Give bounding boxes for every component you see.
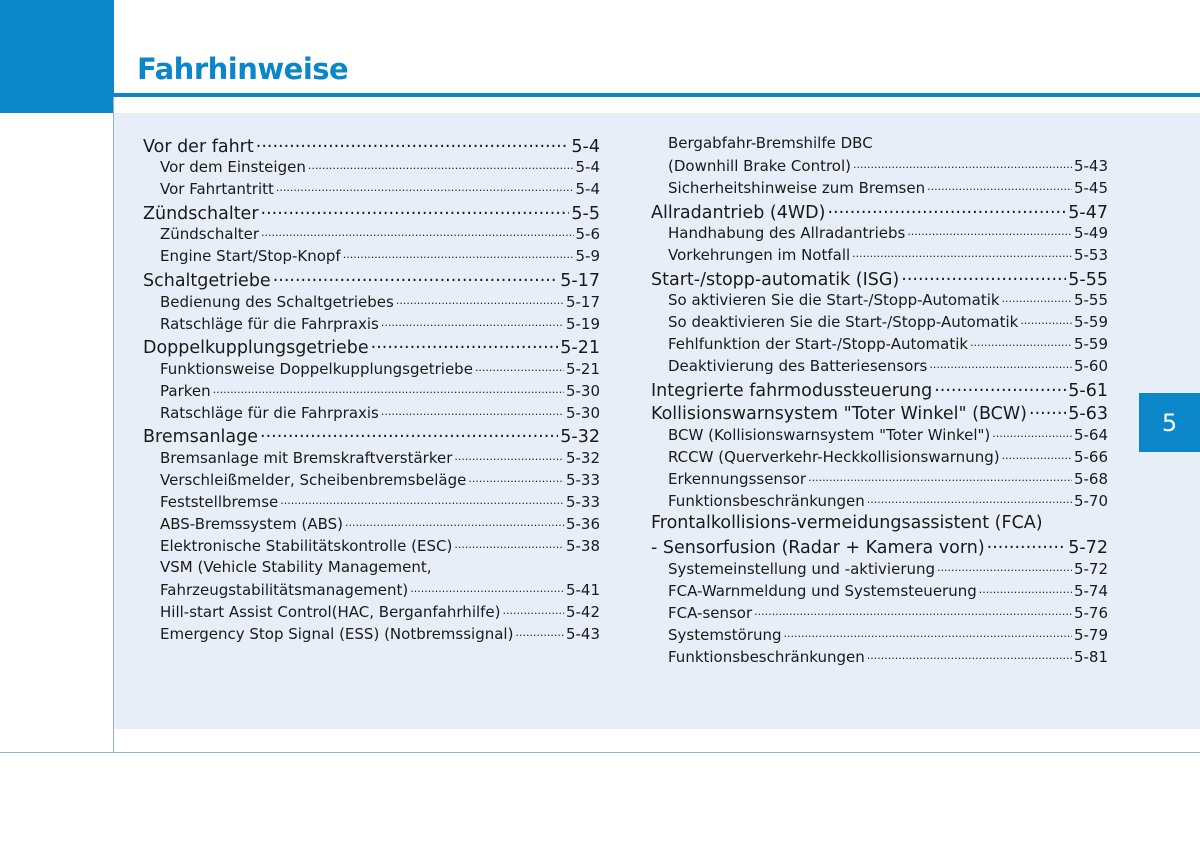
toc-page-number: 5-61 (1068, 380, 1108, 401)
toc-page-number: 5-47 (1068, 202, 1108, 223)
toc-subsection-entry[interactable] (143, 224, 600, 246)
toc-section-entry[interactable] (651, 402, 1108, 425)
toc-left-column (143, 134, 600, 646)
toc-entry-title: Kollisionswarnsystem "Toter Winkel" (BCW) (651, 404, 1027, 425)
toc-page-number: 5-33 (565, 492, 600, 511)
toc-section-entry[interactable] (651, 513, 1108, 536)
toc-page-number: 5-72 (1068, 538, 1108, 559)
toc-entry-title: BCW (Kollisionswarnsystem "Toter Winkel") (668, 425, 991, 444)
toc-page-number: 5-59 (1073, 335, 1108, 354)
toc-subsection-entry[interactable] (651, 290, 1108, 312)
dot-leader (371, 336, 559, 354)
toc-subsection-entry[interactable] (651, 312, 1108, 334)
dot-leader (276, 179, 574, 194)
toc-page-number: 5-36 (565, 514, 600, 533)
dot-leader (934, 378, 1066, 396)
toc-section-entry[interactable] (143, 268, 600, 291)
dot-leader (808, 469, 1072, 484)
toc-section-entry[interactable] (651, 267, 1108, 290)
dot-leader (754, 603, 1072, 618)
toc-page-number: 5-38 (565, 536, 600, 555)
dot-leader (979, 581, 1072, 596)
toc-page-number: 5-4 (571, 136, 600, 157)
toc-entry-title: Vorkehrungen im Notfall (668, 246, 851, 265)
toc-entry-title: Hill-start Assist Control(HAC, Berganfahrhilfe) (160, 602, 501, 621)
toc-page-number: 5-76 (1073, 604, 1108, 623)
toc-page-number: 5-68 (1073, 469, 1108, 488)
toc-entry-title: Vor dem Einsteigen (160, 158, 306, 177)
toc-subsection-entry[interactable] (651, 425, 1108, 447)
dot-leader (1002, 447, 1072, 462)
toc-page-number: 5-55 (1068, 269, 1108, 290)
dot-leader (987, 536, 1067, 554)
dot-leader (381, 403, 564, 418)
toc-entry-title: Bremsanlage (143, 427, 259, 448)
toc-page-number: 5-43 (565, 624, 600, 643)
dot-leader (261, 224, 573, 239)
dot-leader (1029, 402, 1066, 420)
toc-subsection-entry[interactable] (651, 334, 1108, 356)
dot-leader (396, 292, 564, 307)
toc-page-number: 5-17 (565, 292, 600, 311)
dot-leader (867, 491, 1072, 506)
toc-entry-title: Funktionsweise Doppelkupplungsgetriebe (160, 359, 473, 378)
dot-leader (1020, 312, 1072, 327)
toc-subsection-entry[interactable] (143, 514, 600, 536)
toc-entry-title: Verschleißmelder, Scheibenbremsbeläge (160, 470, 467, 489)
dot-leader (852, 245, 1072, 260)
toc-entry-title: Fehlfunktion der Start-/Stopp-Automatik (668, 335, 969, 354)
toc-section-entry[interactable] (143, 201, 600, 224)
toc-entry-title: Zündschalter (160, 225, 260, 244)
dot-leader (853, 156, 1072, 171)
toc-entry-title: Parken (160, 381, 211, 400)
toc-entry-title: Vor Fahrtantritt (160, 180, 274, 199)
toc-page-number: 5-60 (1073, 357, 1108, 376)
dot-leader (901, 267, 1066, 285)
toc-subsection-entry[interactable] (651, 447, 1108, 469)
toc-entry-title: FCA-sensor (668, 604, 753, 623)
dot-leader (503, 602, 564, 617)
toc-entry-title: RCCW (Querverkehr-Heckkollisionswarnung) (668, 447, 1000, 466)
toc-entry-title: Start-/stopp-automatik (ISG) (651, 269, 900, 290)
dot-leader (345, 514, 564, 529)
toc-page-number: 5-33 (565, 470, 600, 489)
toc-entry-title: Bedienung des Schaltgetriebes (160, 292, 394, 311)
toc-entry-title: Erkennungssensor (668, 469, 807, 488)
toc-page-number: 5-19 (565, 314, 600, 333)
toc-subsection-entry[interactable] (143, 157, 600, 179)
dot-leader (273, 268, 559, 286)
toc-subsection-entry[interactable] (143, 359, 600, 381)
toc-entry-title: Funktionsbeschränkungen (668, 648, 865, 667)
dot-leader (1002, 290, 1072, 305)
toc-page-number: 5-30 (565, 403, 600, 422)
toc-page-number: 5-5 (571, 203, 600, 224)
margin-line (113, 97, 114, 753)
toc-entry-title: Systemstörung (668, 626, 782, 645)
toc-subsection-entry[interactable] (143, 448, 600, 470)
toc-subsection-entry[interactable] (651, 156, 1108, 178)
toc-page-number: 5-59 (1073, 313, 1108, 332)
toc-subsection-entry[interactable] (143, 602, 600, 624)
toc-entry-title: ABS-Bremssystem (ABS) (160, 514, 343, 533)
toc-entry-title: Zündschalter (143, 203, 259, 224)
toc-section-entry[interactable] (651, 536, 1108, 559)
toc-section-entry[interactable] (143, 336, 600, 359)
toc-page-number: 5-55 (1073, 291, 1108, 310)
toc-entry-title: Ratschläge für die Fahrpraxis (160, 314, 379, 333)
toc-entry-title: Emergency Stop Signal (ESS) (Notbremssignal) (160, 624, 514, 643)
toc-page-number: 5-72 (1073, 560, 1108, 579)
dot-leader (970, 334, 1072, 349)
toc-entry-title: Sicherheitshinweise zum Bremsen (668, 179, 926, 197)
toc-entry-title: Allradantrieb (4WD) (651, 202, 826, 223)
toc-subsection-entry[interactable] (143, 314, 600, 336)
dot-leader (927, 178, 1072, 193)
toc-subsection-entry[interactable] (143, 558, 600, 580)
toc-page-number: 5-30 (565, 381, 600, 400)
toc-subsection-entry[interactable] (651, 625, 1108, 647)
dot-leader (261, 201, 570, 219)
toc-entry-title: Engine Start/Stop-Knopf (160, 247, 341, 266)
toc-entry-title: Fahrzeugstabilitätsmanagement) (160, 580, 409, 599)
toc-subsection-entry[interactable] (651, 356, 1108, 378)
toc-page-number: 5-32 (560, 427, 600, 448)
toc-subsection-entry[interactable] (651, 491, 1108, 513)
dot-leader (515, 624, 564, 639)
dot-leader (784, 625, 1072, 640)
dot-leader (468, 470, 564, 485)
dot-leader (260, 425, 558, 443)
toc-page-number: 5-6 (575, 225, 600, 244)
toc-entry-title: Integrierte fahrmodussteuerung (651, 380, 933, 401)
toc-subsection-entry[interactable] (143, 492, 600, 514)
dot-leader (454, 448, 564, 463)
toc-section-entry[interactable] (651, 378, 1108, 401)
toc-entry-title: Frontalkollisions-vermeidungsassistent (FCA) (651, 512, 1043, 533)
toc-subsection-entry[interactable] (143, 179, 600, 201)
toc-page-number: 5-4 (575, 180, 600, 199)
toc-section-entry[interactable] (651, 200, 1108, 223)
toc-entry-title: (Downhill Brake Control) (668, 157, 852, 175)
toc-page-number: 5-70 (1073, 491, 1108, 510)
toc-entry-title: So aktivieren Sie die Start-/Stopp-Automatik (668, 291, 1000, 310)
toc-entry-title: - Sensorfusion (Radar + Kamera vorn) (651, 538, 985, 559)
toc-entry-title: Doppelkupplungsgetriebe (143, 338, 369, 359)
toc-page-number: 5-49 (1073, 224, 1108, 243)
toc-page-number: 5-79 (1073, 626, 1108, 645)
dot-leader (213, 381, 564, 396)
toc-page-number: 5-21 (560, 338, 600, 359)
toc-entry-title: Schaltgetriebe (143, 270, 271, 291)
toc-entry-title: Bergabfahr-Bremshilfe DBC (668, 134, 873, 152)
dot-leader (827, 200, 1066, 218)
chapter-tab[interactable]: 5 (1139, 393, 1200, 452)
toc-page-number: 5-4 (575, 158, 600, 177)
toc-entry-title: FCA-Warnmeldung und Systemsteuerung (668, 582, 977, 601)
toc-entry-title: Vor der fahrt (143, 136, 254, 157)
toc-page-number: 5-81 (1073, 648, 1108, 667)
toc-entry-title: Bremsanlage mit Bremskraftverstärker (160, 448, 453, 467)
toc-subsection-entry[interactable] (143, 580, 600, 602)
toc-entry-title: So deaktivieren Sie die Start-/Stopp-Automatik (668, 313, 1019, 332)
dot-leader (867, 647, 1072, 662)
toc-entry-title: Deaktivierung des Batteriesensors (668, 357, 928, 376)
page-title: Fahrhinweise (137, 52, 349, 86)
toc-page-number: 5-63 (1068, 404, 1108, 425)
dot-leader (992, 425, 1072, 440)
dot-leader (308, 157, 574, 172)
dot-leader (937, 559, 1072, 574)
toc-subsection-entry[interactable] (651, 603, 1108, 625)
toc-subsection-entry[interactable] (651, 134, 1108, 156)
toc-subsection-entry[interactable] (651, 647, 1108, 669)
toc-section-entry[interactable] (143, 134, 600, 157)
toc-subsection-entry[interactable] (651, 178, 1108, 200)
toc-page-number: 5-53 (1073, 246, 1108, 265)
dot-leader (410, 580, 564, 595)
toc-subsection-entry[interactable] (651, 245, 1108, 267)
toc-page-number: 5-43 (1073, 157, 1108, 175)
toc-subsection-entry[interactable] (651, 469, 1108, 491)
dot-leader (256, 134, 570, 152)
toc-subsection-entry[interactable] (143, 536, 600, 558)
toc-page-number: 5-9 (575, 247, 600, 266)
toc-page-number: 5-42 (565, 602, 600, 621)
header-rule (0, 93, 1200, 97)
toc-entry-title: Feststellbremse (160, 492, 279, 511)
toc-entry-title: VSM (Vehicle Stability Management, (160, 557, 432, 576)
dot-leader (475, 359, 564, 374)
toc-page-number: 5-17 (560, 270, 600, 291)
toc-entry-title: Handhabung des Allradantriebs (668, 224, 906, 243)
toc-section-entry[interactable] (143, 425, 600, 448)
toc-page-number: 5-45 (1073, 179, 1108, 197)
dot-leader (280, 492, 564, 507)
toc-subsection-entry[interactable] (651, 559, 1108, 581)
toc-subsection-entry[interactable] (143, 381, 600, 403)
toc-page-number: 5-32 (565, 448, 600, 467)
dot-leader (343, 246, 574, 261)
dot-leader (454, 536, 564, 551)
toc-entry-title: Systemeinstellung und -aktivierung (668, 560, 936, 579)
toc-page-number: 5-66 (1073, 447, 1108, 466)
toc-subsection-entry[interactable] (651, 223, 1108, 245)
dot-leader (907, 223, 1072, 238)
toc-page-number: 5-74 (1073, 582, 1108, 601)
toc-page-number: 5-41 (565, 580, 600, 599)
toc-entry-title: Ratschläge für die Fahrpraxis (160, 403, 379, 422)
footer-rule (0, 752, 1200, 753)
toc-entry-title: Funktionsbeschränkungen (668, 491, 865, 510)
toc-page-number: 5-64 (1073, 425, 1108, 444)
toc-subsection-entry[interactable] (143, 470, 600, 492)
toc-subsection-entry[interactable] (143, 624, 600, 646)
toc-subsection-entry[interactable] (143, 246, 600, 268)
toc-subsection-entry[interactable] (651, 581, 1108, 603)
toc-right-column (651, 134, 1108, 669)
dot-leader (929, 356, 1072, 371)
toc-entry-title: Elektronische Stabilitätskontrolle (ESC) (160, 536, 453, 555)
toc-subsection-entry[interactable] (143, 403, 600, 425)
toc-page-number: 5-21 (565, 359, 600, 378)
toc-subsection-entry[interactable] (143, 292, 600, 314)
dot-leader (381, 314, 564, 329)
